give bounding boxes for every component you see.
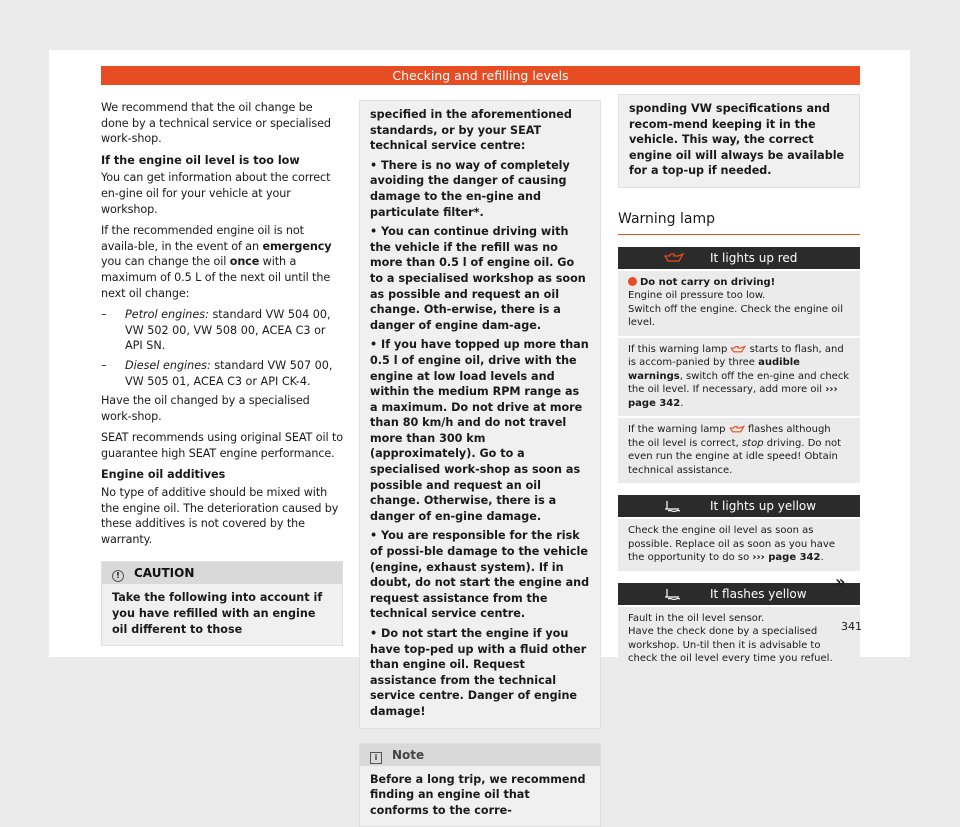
bullet: • You are responsible for the risk of possi-ble damage to the vehicle (engine, exhaust system). If in doubt, do not start the engine and request assistance from the technical service centre. <box>370 529 590 621</box>
paragraph: You can get information about the correct en-gine oil for your vehicle at your workshop. <box>101 171 331 216</box>
oil-can-icon <box>729 425 745 434</box>
bullet: • If you have topped up more than 0.5 l of engine oil, drive with the engine at low load levels and within the medium RPM range as a maximum. Do not drive at more than 80 km/h and do not travel more than 300 km (approximately). Go to a specialised work-shop as soon as possible and request an oil change. Otherwise, there is a danger of en-gine damage. <box>370 338 589 523</box>
page-link[interactable]: ››› page 342 <box>628 384 838 409</box>
yellow-lamp-body: Check the engine oil level as soon as possible. Replace oil as soon as you have the opportunity to do so ››› page 342. <box>618 519 860 571</box>
info-icon: i <box>370 752 382 764</box>
continue-marker: » <box>835 572 846 591</box>
caution-header: ! CAUTION <box>102 562 342 584</box>
flash-lamp-header: It flashes yellow <box>618 583 860 605</box>
oil-level-icon <box>664 588 682 602</box>
red-lamp-body: If this warning lamp starts to flash, and is accom-panied by three audible warnings, switch off the en-gine and check the oil level. If necessary, add more oil ››› page 342. <box>618 338 860 417</box>
note-box <box>359 743 601 827</box>
caution-icon: ! <box>112 570 124 582</box>
subheading: Engine oil additives <box>101 468 226 482</box>
list-item: – Diesel engines: standard VW 507 00, VW 505 01, ACEA C3 or API CK-4. <box>101 358 333 388</box>
caution-continued <box>359 100 601 729</box>
stop-icon <box>628 277 637 286</box>
list-item: – Petrol engines: standard VW 504 00, VW 502 00, VW 508 00, ACEA C3 or API SN. <box>101 308 331 353</box>
bullet: • There is no way of completely avoiding the danger of causing damage to the en-gine and particulate filter*. <box>370 158 570 219</box>
bullet: • You can continue driving with the vehicle if the refill was no more than 0.5 l of engine oil. Go to a specialised workshop as soon as possible and request an oil change. Oth-erwise, there is a danger of engine dam-age. <box>370 225 586 332</box>
bullet: • Do not start the engine if you have top-ped up with a fluid other than engine oil. Request assistance from the technical service centre. Danger of engine damage! <box>370 627 587 718</box>
paragraph: No type of additive should be mixed with the engine oil. The deterioration caused by these additives is not covered by the warranty. <box>101 486 339 546</box>
red-lamp-header: It lights up red <box>618 247 860 269</box>
caution-box <box>101 561 343 646</box>
column-3 <box>618 100 860 672</box>
caution-intro: specified in the aforementioned standards, or by your SEAT technical service centre: <box>370 108 572 153</box>
oil-can-icon <box>664 252 684 264</box>
caution-text: Take the following into account if you have refilled with an engine oil different to those <box>102 584 342 645</box>
page-link[interactable]: ››› page 342 <box>752 552 821 564</box>
paragraph: If the recommended engine oil is not availa-ble, in the event of an emergency you can change the oil once with a maximum of 0.5 L of the next oil until the next oil change: <box>101 224 332 300</box>
yellow-lamp-header: It lights up yellow <box>618 495 860 517</box>
paragraph: We recommend that the oil change be done by a technical service or specialised work-shop. <box>101 101 331 146</box>
note-continued: sponding VW specifications and recom-mend keeping it in the vehicle. This way, the correct engine oil will always be available for a top-up if needed. <box>618 94 860 188</box>
page-number: 341 <box>841 620 862 633</box>
oil-level-icon <box>664 500 682 514</box>
red-lamp-body: Do not carry on driving! Engine oil pressure too low. Switch off the engine. Check the engine oil level. <box>618 271 860 336</box>
column-2 <box>359 100 601 827</box>
note-header: i Note <box>360 744 600 766</box>
flash-lamp-body: Fault in the oil level sensor. Have the check done by a specialised workshop. Un-til then it is advisable to check the oil level every time you refuel. <box>618 607 860 672</box>
oil-can-icon <box>730 345 746 354</box>
paragraph: SEAT recommends using original SEAT oil to guarantee high SEAT engine performance. <box>101 431 343 460</box>
warning-lamp-title: Warning lamp <box>618 210 860 235</box>
column-1 <box>101 100 343 646</box>
section-header: Checking and refilling levels <box>101 66 860 85</box>
note-text: Before a long trip, we recommend finding an engine oil that conforms to the corre- <box>360 766 600 827</box>
paragraph: Have the oil changed by a specialised work-shop. <box>101 394 310 423</box>
red-lamp-body: If the warning lamp flashes although the oil level is correct, stop driving. Do not even run the engine at idle speed! Obtain technical assistance. <box>618 418 860 483</box>
subheading: If the engine oil level is too low <box>101 153 300 167</box>
